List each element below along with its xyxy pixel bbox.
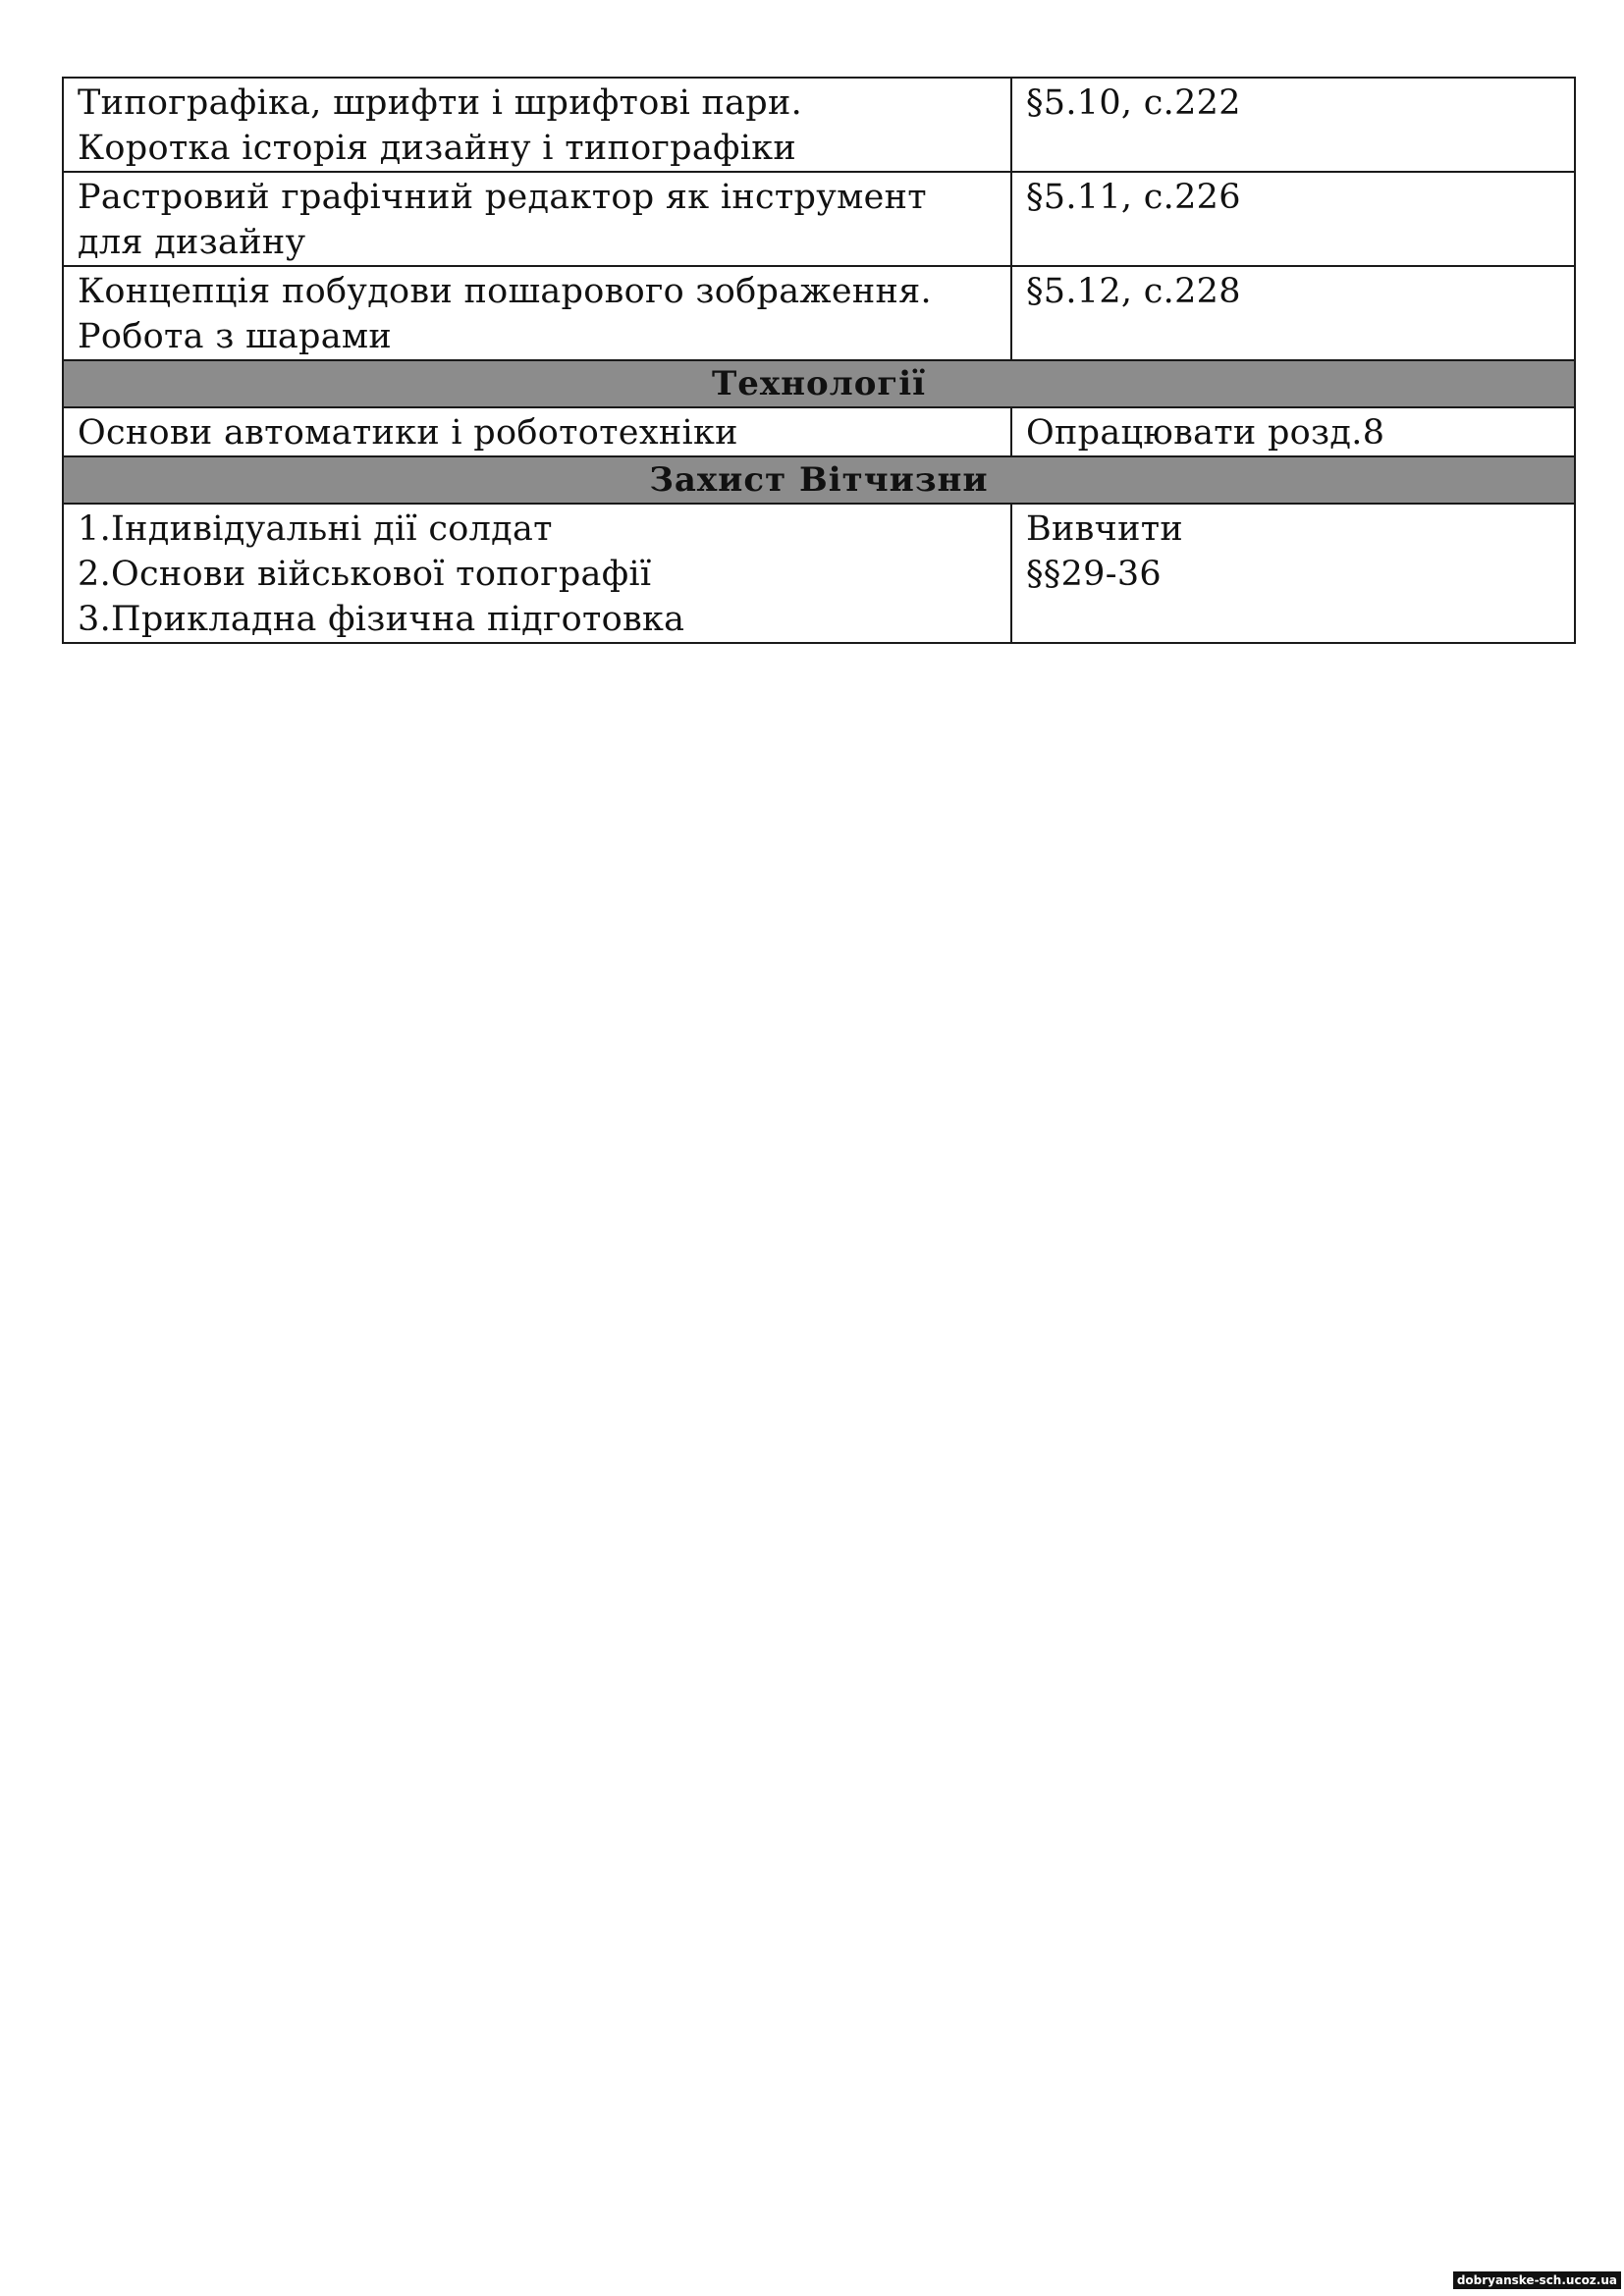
- table-row: [63, 504, 1575, 643]
- topic-cell: [63, 504, 1011, 643]
- topic-cell: [63, 172, 1011, 266]
- reference-line: Вивчити: [1026, 509, 1184, 549]
- topic-line: Растровий графічний редактор як інструмент: [78, 178, 927, 217]
- reference-cell: [1011, 407, 1575, 456]
- reference-cell: [1011, 172, 1575, 266]
- section-header-row: [63, 456, 1575, 504]
- reference-line: §5.12, с.228: [1026, 272, 1241, 311]
- topic-line: 1.Індивідуальні дії солдат: [78, 509, 553, 549]
- topic-line: Концепція побудови пошарового зображення.: [78, 272, 932, 311]
- topic-line: Коротка історія дизайну і типографіки: [78, 129, 797, 168]
- topic-cell: [63, 407, 1011, 456]
- section-title-technology: Технології: [63, 360, 1575, 407]
- reference-cell: [1011, 504, 1575, 643]
- topic-line: Основи автоматики і робототехніки: [78, 413, 738, 453]
- reference-line: §5.11, с.226: [1026, 178, 1241, 217]
- topic-line: Типографіка, шрифти і шрифтові пари.: [78, 83, 803, 123]
- assignment-table: [62, 77, 1576, 644]
- table-row: [63, 172, 1575, 266]
- topic-line: для дизайну: [78, 223, 306, 262]
- site-watermark: dobryanske-sch.ucoz.ua: [1453, 2271, 1621, 2289]
- reference-cell: [1011, 266, 1575, 360]
- table-row: [63, 78, 1575, 172]
- reference-line: Опрацювати розд.8: [1026, 413, 1385, 453]
- reference-line: §5.10, с.222: [1026, 83, 1241, 123]
- reference-line: §§29-36: [1026, 555, 1162, 594]
- topic-cell: [63, 78, 1011, 172]
- topic-line: 3.Прикладна фізична підготовка: [78, 600, 685, 639]
- section-title-defense: Захист Вітчизни: [63, 456, 1575, 504]
- table-row: [63, 407, 1575, 456]
- table-row: [63, 266, 1575, 360]
- section-header-row: [63, 360, 1575, 407]
- topic-cell: [63, 266, 1011, 360]
- reference-cell: [1011, 78, 1575, 172]
- topic-line: 2.Основи військової топографії: [78, 555, 652, 594]
- topic-line: Робота з шарами: [78, 317, 393, 356]
